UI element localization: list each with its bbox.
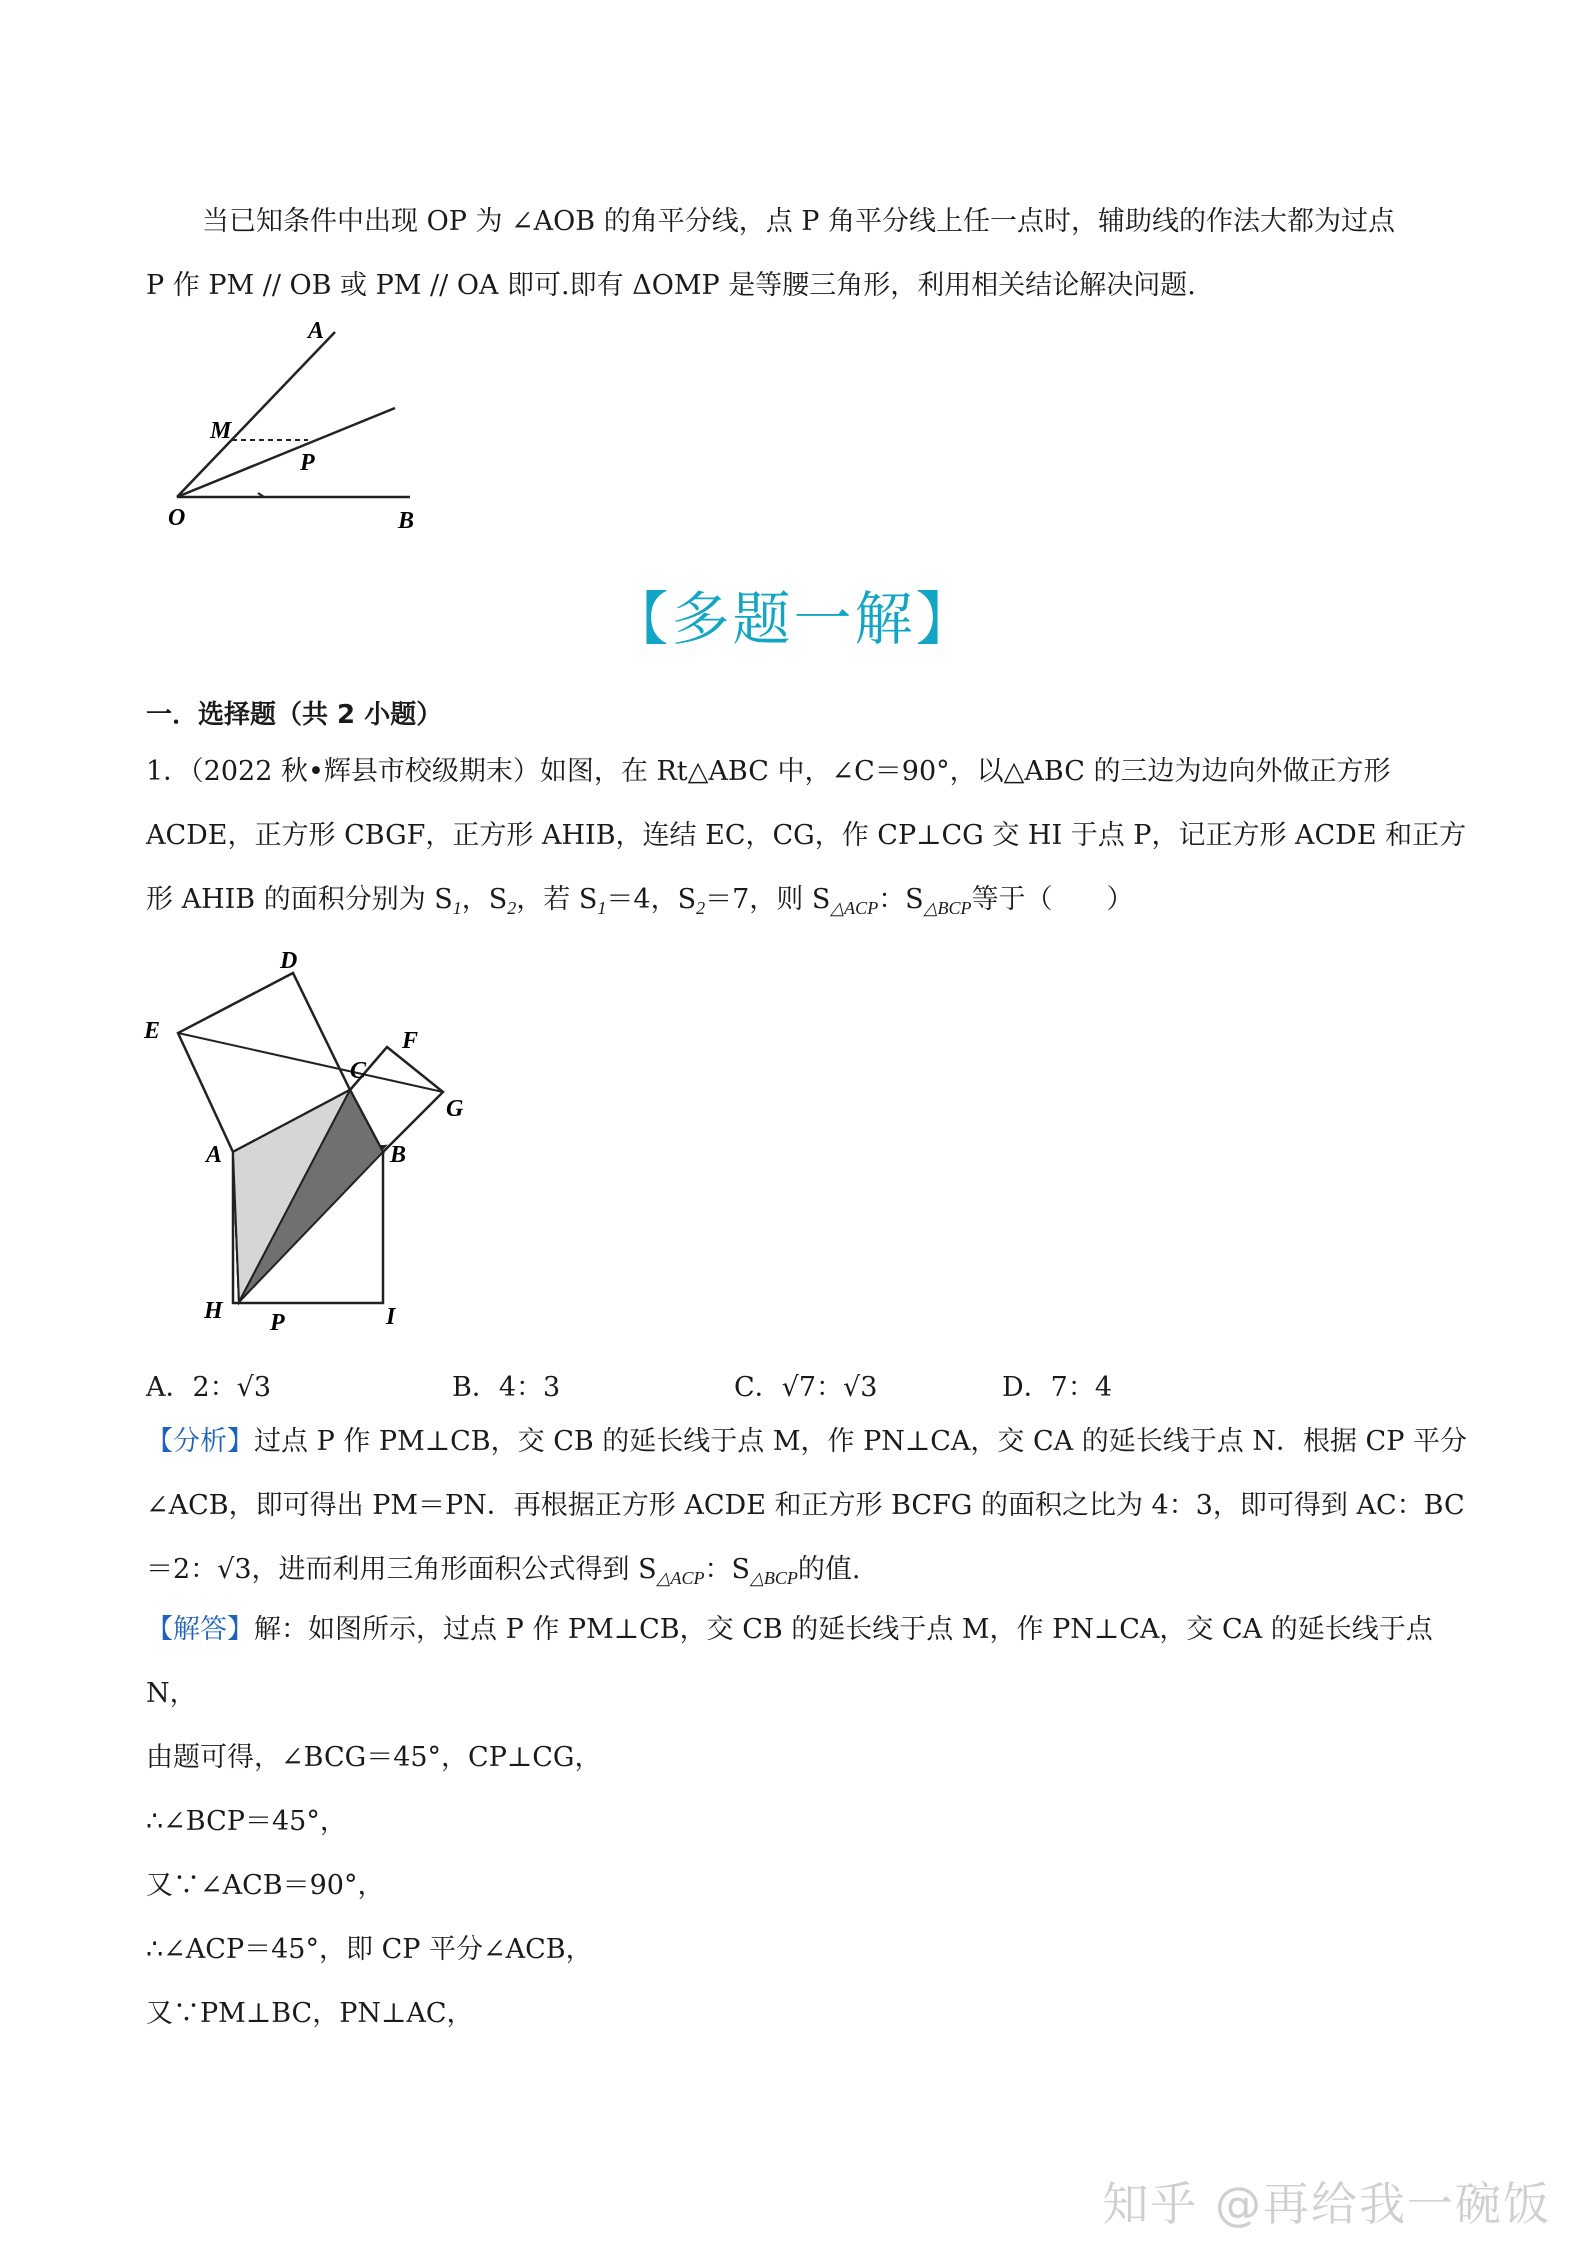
fig2-label-f: F — [402, 1028, 419, 1054]
q3-s2: 2 — [507, 898, 517, 918]
q3-g: 等于（ ） — [971, 884, 1134, 915]
intro-line-1: 当已知条件中出现 OP 为 ∠AOB 的角平分线，点 P 角平分线上任一点时，辅助线的作法大都为过点 — [202, 206, 1396, 237]
choice-c[interactable]: C．√7：√3 — [734, 1372, 878, 1403]
fig2-label-a: A — [206, 1142, 223, 1168]
analysis-line-2: ∠ACB，即可得出 PM＝PN．再根据正方形 ACDE 和正方形 BCFG 的面积之比为 4：3，即可得到 AC：BC — [146, 1490, 1465, 1521]
solution-text-1: 解：如图所示，过点 P 作 PM⊥CB，交 CB 的延长线于点 M，作 PN⊥CA，交 CA 的延长线于点 — [254, 1614, 1433, 1645]
question-line-3 — [146, 886, 1134, 917]
solution-line-2: N， — [146, 1678, 197, 1709]
fig2-label-p: P — [270, 1310, 285, 1336]
fig2-label-g: G — [446, 1096, 464, 1122]
solution-line-5: 又∵∠ACB＝90°， — [146, 1870, 385, 1901]
squares-triangle-figure — [140, 940, 480, 1340]
solution-line-7: 又∵PM⊥BC，PN⊥AC， — [146, 1998, 474, 2029]
q3-sub-acp: △ACP — [830, 898, 879, 918]
analysis-line-3 — [146, 1556, 860, 1587]
fig1-label-a: A — [308, 318, 325, 344]
q3-a: 形 AHIB 的面积分别为 S — [146, 884, 453, 915]
analysis-sub-acp: △ACP — [656, 1568, 705, 1588]
fig2-label-h: H — [204, 1298, 223, 1324]
q3-c: ，若 S — [516, 884, 598, 915]
solution-line-1 — [146, 1616, 1433, 1643]
solution-line-3: 由题可得，∠BCG＝45°，CP⊥CG， — [146, 1742, 602, 1773]
q3-s1b: 1 — [597, 898, 607, 918]
fig1-label-p: P — [300, 450, 315, 476]
section-title: 一．选择题（共 2 小题） — [146, 700, 443, 730]
fig2-label-e: E — [144, 1018, 161, 1044]
question-line-1: 1．（2022 秋•辉县市校级期末）如图，在 Rt△ABC 中，∠C＝90°，以△ABC 的三边为边向外做正方形 — [146, 756, 1391, 787]
fig2-label-b: B — [390, 1142, 407, 1168]
fig1-label-o: O — [168, 505, 186, 531]
q3-s2b: 2 — [696, 898, 706, 918]
choice-a[interactable]: A．2：√3 — [146, 1372, 272, 1403]
q3-s1: 1 — [452, 898, 462, 918]
fig2-label-d: D — [280, 948, 298, 974]
fig1-label-b: B — [398, 508, 415, 534]
watermark: 知乎 @再给我一碗饭 — [1102, 2177, 1551, 2231]
intro-line-2: P 作 PM // OB 或 PM // OA 即可.即有 ΔOMP 是等腰三角形，利用相关结论解决问题. — [146, 270, 1196, 301]
section-heading: 【多题一解】 — [610, 585, 977, 653]
q3-d: ＝4，S — [606, 884, 697, 915]
analysis-sub-bcp: △BCP — [749, 1568, 798, 1588]
analysis-tag: 【分析】 — [146, 1426, 254, 1457]
solution-line-6: ∴∠ACP＝45°，即 CP 平分∠ACB， — [146, 1934, 593, 1965]
solution-line-4: ∴∠BCP＝45°， — [146, 1806, 347, 1837]
q3-e: ＝7，则 S — [705, 884, 831, 915]
analysis-3c: 的值. — [797, 1554, 861, 1585]
analysis-3b: ：S — [704, 1554, 750, 1585]
q3-f: ：S — [878, 884, 924, 915]
fig1-label-m: M — [210, 418, 232, 444]
analysis-text-1: 过点 P 作 PM⊥CB，交 CB 的延长线于点 M，作 PN⊥CA，交 CA 的延长线于点 N．根据 CP 平分 — [254, 1426, 1467, 1457]
fig2-label-i: I — [386, 1304, 396, 1330]
choice-b[interactable]: B．4：3 — [452, 1372, 561, 1403]
q3-b: ，S — [461, 884, 508, 915]
fig2-label-c: C — [350, 1058, 367, 1084]
analysis-line-1 — [146, 1428, 1467, 1455]
choice-d[interactable]: D．7：4 — [1002, 1372, 1113, 1403]
question-line-2: ACDE，正方形 CBGF，正方形 AHIB，连结 EC，CG，作 CP⊥CG 交 HI 于点 P，记正方形 ACDE 和正方 — [146, 820, 1467, 851]
angle-bisector-figure — [160, 320, 440, 540]
solution-tag: 【解答】 — [146, 1614, 254, 1645]
analysis-3a: ＝2：√3，进而利用三角形面积公式得到 S — [146, 1554, 657, 1585]
q3-sub-bcp: △BCP — [923, 898, 972, 918]
